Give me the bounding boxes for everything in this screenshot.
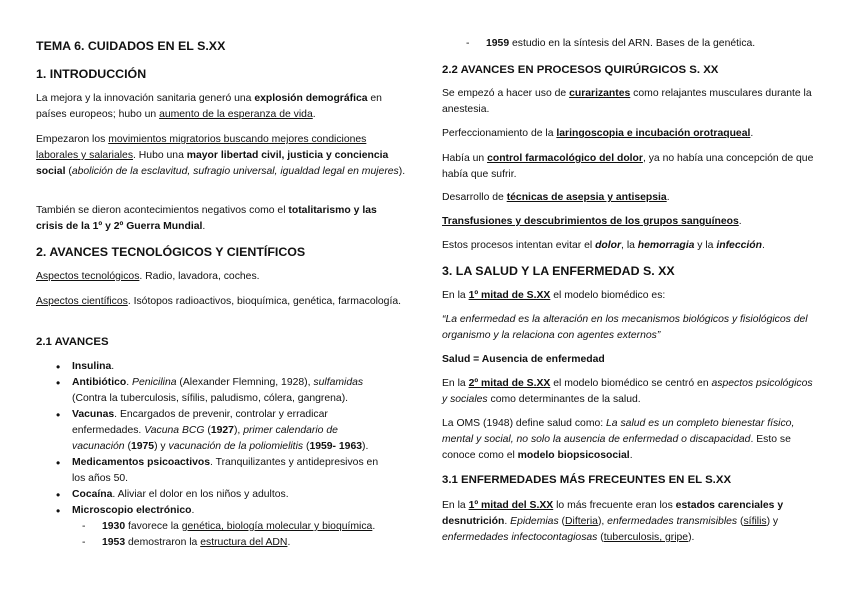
list-item-1959: - 1959 estudio en la síntesis del ARN. Bases de la genética. — [486, 36, 755, 52]
paragraph-transfusiones: Transfusiones y descubrimientos de los grupos sanguíneos. — [442, 216, 742, 227]
heading-introduccion: 1. INTRODUCCIÓN — [36, 67, 147, 81]
list-item-medicamentos: • Medicamentos psicoactivos. Tranquilizantes y antidepresivos en los años 50. — [56, 455, 386, 487]
paragraph-aspectos-cientificos: Aspectos científicos. Isótopos radioactivos, bioquímica, genética, farmacología. — [36, 296, 402, 307]
avances-list — [56, 359, 386, 551]
quote-enfermedad: “La enfermedad es la alteración en los mecanismos biológicos y fisiológicos del organismo y la relaciona con agentes externos” — [442, 314, 808, 341]
microscopio-sublist — [72, 519, 386, 551]
paragraph-migraciones: Empezaron los movimientos migratorios buscando mejores condiciones laborales y salariales. Hubo una mayor libertad civil, justicia y conciencia social (abolición de la esclavitud, sufragio universal, igualdad legal en mujeres). — [36, 134, 406, 177]
list-item-cocaina: • Cocaína. Aliviar el dolor en los niños y adultos. — [56, 487, 386, 503]
heading-3-1-enfermedades: 3.1 ENFERMEDADES MÁS FRECEUNTES EN EL S.XX — [442, 474, 732, 486]
list-item-microscopio: • Microscopio electrónico. - 1930 favorece la genética, biología molecular y bioquímica. - 1953 demostraron la estructura del ADN. — [56, 503, 386, 551]
paragraph-procesos-evitar: Estos procesos intentan evitar el dolor, la hemorragia y la infección. — [442, 240, 765, 251]
list-item-antibiotico: • Antibiótico. Penicilina (Alexander Flemning, 1928), sulfamidas (Contra la tuberculosis, sífilis, paludismo, cólera, gangrena). — [56, 375, 386, 407]
paragraph-mejora: La mejora y la innovación sanitaria generó una explosión demográfica en países europeos; hubo un aumento de la esperanza de vida. — [36, 93, 382, 120]
paragraph-primera-mitad: En la 1º mitad de S.XX el modelo biomédico es: — [442, 290, 666, 301]
heading-salud-enfermedad: 3. LA SALUD Y LA ENFERMEDAD S. XX — [442, 264, 675, 278]
paragraph-oms: La OMS (1948) define salud como: La salud es un completo bienestar físico, mental y social, no solo la ausencia de enfermedad o discapacidad. Esto se conoce como el modelo biopsicosocial. — [442, 418, 795, 461]
paragraph-aspectos-tecnologicos: Aspectos tecnológicos. Radio, lavadora, coches. — [36, 271, 260, 282]
paragraph-asepsia: Desarrollo de técnicas de asepsia y antisepsia. — [442, 192, 670, 203]
formula-salud: Salud = Ausencia de enfermedad — [442, 354, 605, 365]
paragraph-segunda-mitad: En la 2º mitad de S.XX el modelo biomédico se centró en aspectos psicológicos y sociales como determinantes de la salud. — [442, 378, 813, 405]
paragraph-curarizantes: Se empezó a hacer uso de curarizantes como relajantes musculares durante la anestesia. — [442, 88, 812, 115]
paragraph-control-dolor: Había un control farmacológico del dolor, ya no había una concepción de que había que sufrir. — [442, 153, 814, 180]
heading-avances-tecnologicos: 2. AVANCES TECNOLÓGICOS Y CIENTÍFICOS — [36, 245, 306, 259]
document-title: TEMA 6. CUIDADOS EN EL S.XX — [36, 39, 226, 53]
paragraph-laringoscopia: Perfeccionamiento de la laringoscopia e incubación orotraqueal. — [442, 128, 754, 139]
paragraph-enfermedades-frecuentes: En la 1º mitad del S.XX lo más frecuente eran los estados carenciales y desnutrición. Epidemias (Difteria), enfermedades transmisibles (sífilis) y enfermedades infectocontagiosas (tuberculosis, gripe). — [442, 500, 784, 543]
paragraph-negativos: También se dieron acontecimientos negativos como el totalitarismo y las crisis de la 1º y 2º Guerra Mundial. — [36, 205, 377, 232]
heading-2-2-procesos-quirurgicos: 2.2 AVANCES EN PROCESOS QUIRÚRGICOS S. XX — [442, 64, 719, 76]
list-item-1930: - 1930 favorece la genética, biología molecular y bioquímica. — [72, 519, 386, 535]
heading-2-1-avances: 2.1 AVANCES — [36, 336, 109, 348]
list-item-vacunas: • Vacunas. Encargados de prevenir, controlar y erradicar enfermedades. Vacuna BCG (1927), primer calendario de vacunación (1975) y vacunación de la poliomielitis (1959- 1963). — [56, 407, 386, 455]
list-item-1953: - 1953 demostraron la estructura del ADN. — [72, 535, 386, 551]
list-item-insulina: • Insulina. — [56, 359, 386, 375]
